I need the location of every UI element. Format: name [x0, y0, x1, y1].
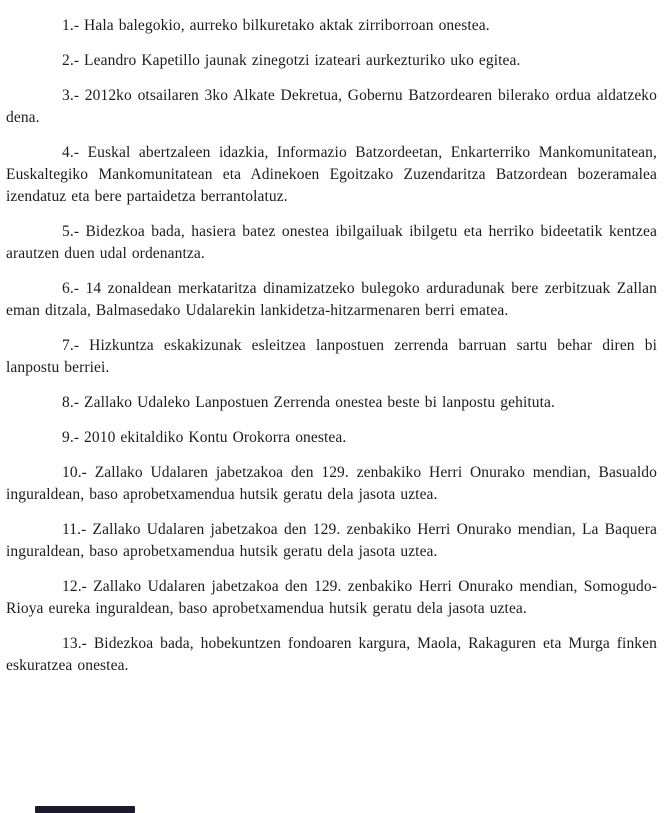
agenda-item-2: 2.- Leandro Kapetillo jaunak zinegotzi izateari aurkezturiko uko egitea.: [62, 52, 521, 69]
agenda-item-11: 11.- Zallako Udalaren jabetzakoa den 129. zenbakiko Herri Onurako mendian, La Baquera inguraldean, baso aprobetxamendua hutsik geratu dela jasota uztea.: [6, 521, 657, 560]
agenda-item-6: 6.- 14 zonaldean merkataritza dinamizatzeko bulegoko arduradunak bere zerbitzuak Zallan eman ditzala, Balmasedako Udalarekin lankidetza-hitzarmenaren berri ematea.: [6, 280, 657, 319]
agenda-item-5: 5.- Bidezkoa bada, hasiera batez onestea ibilgailuak ibilgetu eta herriko bideetatik kentzea arautzen duen udal ordenantza.: [6, 223, 657, 262]
agenda-item-10: 10.- Zallako Udalaren jabetzakoa den 129. zenbakiko Herri Onurako mendian, Basualdo inguraldean, baso aprobetxamendua hutsik geratu dela jasota uztea.: [6, 464, 657, 503]
agenda-item-8: 8.- Zallako Udaleko Lanpostuen Zerrenda onestea beste bi lanpostu gehituta.: [62, 394, 555, 411]
agenda-item-1: 1.- Hala balegokio, aurreko bilkuretako aktak zirriborroan onestea.: [62, 17, 490, 34]
agenda-item-13: 13.- Bidezkoa bada, hobekuntzen fondoaren kargura, Maola, Rakaguren eta Murga finken eskuratzea onestea.: [6, 635, 657, 674]
agenda-item-12: 12.- Zallako Udalaren jabetzakoa den 129. zenbakiko Herri Onurako mendian, Somogudo-Rioya eureka inguraldean, baso aprobetxamendua hutsik geratu dela jasota uztea.: [6, 578, 657, 617]
agenda-item-7: 7.- Hizkuntza eskakizunak esleitzea lanpostuen zerrenda barruan sartu behar diren bi lanpostu berriei.: [6, 337, 657, 376]
agenda-item-4: 4.- Euskal abertzaleen idazkia, Informazio Batzordeetan, Enkarterriko Mankomunitatean, Euskaltegiko Mankomunitatean eta Adinekoen Egoitzako Zuzendaritza Batzordean bozeramalea izendatuz eta bere partaidetza berrantolatuz.: [6, 144, 657, 205]
scan-artifact: [35, 806, 135, 813]
agenda-item-3: 3.- 2012ko otsailaren 3ko Alkate Dekretua, Gobernu Batzordearen bilerako ordua aldatzeko dena.: [6, 87, 657, 126]
agenda-item-9: 9.- 2010 ekitaldiko Kontu Orokorra onestea.: [62, 429, 347, 446]
